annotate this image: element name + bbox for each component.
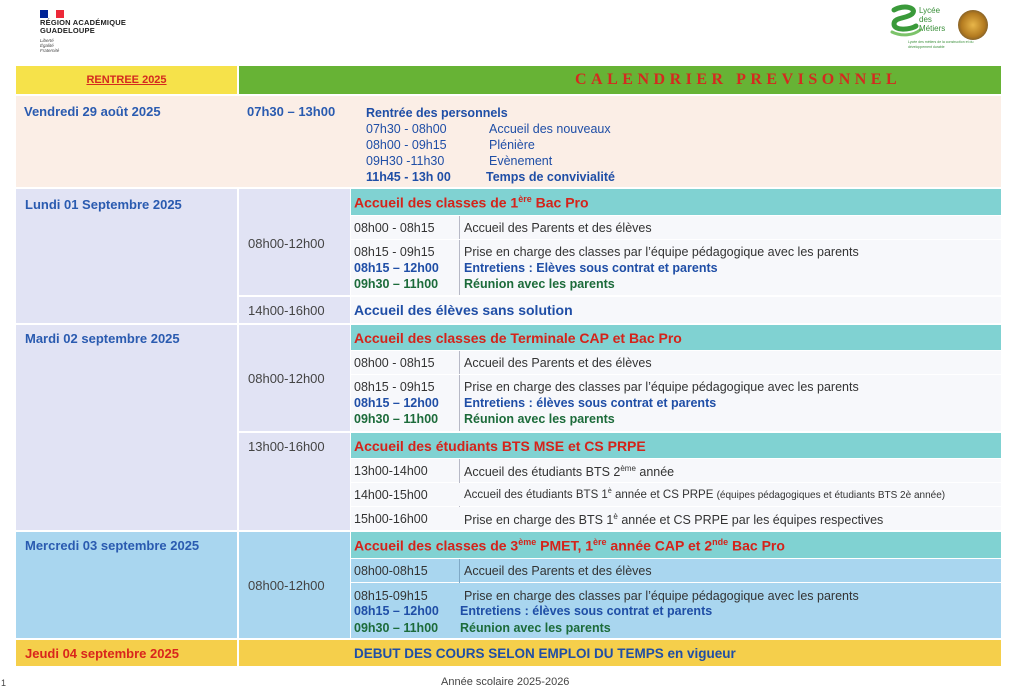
slot-time: 08h00-08h15: [354, 564, 428, 578]
slot-time: 08h00 - 08h15: [354, 356, 435, 370]
table-header-bar: [239, 66, 1001, 94]
row-tuesday-day-cell: [16, 325, 237, 530]
slot-time: 09h30 – 11h00: [354, 412, 439, 426]
slot-text: Entretiens : élèves sous contrat et parents: [460, 604, 713, 618]
republic-motto: Liberté Égalité Fraternité: [40, 38, 60, 53]
schedule-row: [351, 559, 1001, 582]
item-time: 07h30 - 08h00: [366, 122, 447, 136]
time-slot: 08h00-12h00: [248, 578, 325, 593]
rentree-label: RENTREE 2025: [16, 66, 237, 94]
day-label: Vendredi 29 août 2025: [24, 104, 161, 119]
time-slot: 08h00-12h00: [248, 371, 325, 386]
session-title-bar: [351, 433, 1001, 458]
slot-text: Prise en charge des classes par l’équipe pédagogique avec les parents: [464, 380, 859, 394]
slot-time: 14h00-15h00: [354, 488, 428, 502]
item-text: Plénière: [489, 138, 535, 152]
slot-time: 08h15 – 12h00: [354, 396, 439, 410]
lycee-subtitle: Lycée des métiers de la construction et du développement durable: [908, 40, 974, 49]
session-title: Accueil des étudiants BTS MSE et CS PRPE: [354, 438, 646, 454]
item-text: Accueil des nouveaux: [489, 122, 611, 136]
slot-text: Accueil des étudiants BTS 2ème année: [464, 464, 675, 480]
item-time: 11h45 - 13h 00: [366, 170, 451, 184]
session-title: DEBUT DES COURS SELON EMPLOI DU TEMPS en vigueur: [354, 646, 736, 661]
slot-time: 08h15 – 12h00: [354, 261, 439, 275]
slot-time: 09h30 – 11h00: [354, 621, 439, 635]
page-number: 1: [1, 678, 7, 688]
time-slot: 08h00-12h00: [248, 236, 325, 251]
time-slot: 14h00-16h00: [248, 303, 325, 318]
lycee-name: Lycée des Métiers: [919, 6, 946, 33]
slot-text: Prise en charge des classes par l’équipe pédagogique avec les parents: [464, 589, 859, 603]
item-time: 09H30 -11h30: [366, 154, 445, 168]
slot-text: Accueil des Parents et des élèves: [464, 221, 652, 235]
slot-text: Réunion avec les parents: [460, 621, 611, 635]
slot-text: Prise en charge des BTS $1^è$ année et CS PRPE par les équipes respectives: [464, 512, 884, 528]
slot-time: 13h00-14h00: [354, 464, 428, 478]
row-title: Rentrée des personnels: [366, 106, 508, 120]
slot-text: Entretiens : élèves sous contrat et parents: [464, 396, 717, 410]
day-label: Jeudi 04 septembre 2025: [25, 646, 179, 661]
session-title: Accueil des classes de 1ère Bac Pro: [354, 194, 589, 211]
slot-time: 08h15 - 09h15: [354, 245, 435, 259]
session-title: Accueil des classes de Terminale CAP et Bac Pro: [354, 330, 682, 346]
session-title: Accueil des classes de 3ème PMET, 1ère année CAP et 2nde Bac Pro: [354, 537, 785, 554]
slot-text: Réunion avec les parents: [464, 277, 615, 291]
slot-time: 08h15 - 09h15: [354, 380, 435, 394]
slot-text: Prise en charge des classes par l’équipe pédagogique avec les parents: [464, 245, 859, 259]
schedule-row: [351, 459, 1001, 482]
region-logo-text: RÉGION ACADÉMIQUE GUADELOUPE: [40, 18, 127, 35]
calendar-title: CALENDRIER PREVISONNEL: [575, 71, 902, 88]
slot-time: 09h30 – 11h00: [354, 277, 439, 291]
session-title-bar: [351, 532, 1001, 558]
marianne-flag-icon: [40, 10, 64, 18]
item-text: Evènement: [489, 154, 553, 168]
schedule-row: [351, 216, 1001, 239]
slot-text: Accueil des Parents et des élèves: [464, 564, 652, 578]
session-title-bar: [351, 189, 1001, 215]
slot-text: Accueil des Parents et des élèves: [464, 356, 652, 370]
slot-text: Réunion avec les parents: [464, 412, 615, 426]
item-time: 08h00 - 09h15: [366, 138, 447, 152]
slot-text: Entretiens : Elèves sous contrat et parents: [464, 261, 718, 275]
slot-time: 08h00 - 08h15: [354, 221, 435, 235]
slot-text: Accueil des étudiants BTS $1^è$ année et CS PRPE (équipes pédagogiques et étudiants BTS 2è année): [464, 488, 946, 501]
schedule-row: [351, 351, 1001, 374]
time-slot: 07h30 – 13h00: [247, 104, 336, 119]
day-label: Mercredi 03 septembre 2025: [25, 538, 200, 553]
day-label: Mardi 02 septembre 2025: [25, 331, 180, 346]
school-emblem-icon: [958, 10, 988, 40]
session-title-bar: [351, 325, 1001, 350]
slot-time: 15h00-16h00: [354, 512, 428, 526]
day-label: Lundi 01 Septembre 2025: [25, 197, 182, 212]
slot-time: 08h15 – 12h00: [354, 604, 439, 618]
session-title: Accueil des élèves sans solution: [354, 302, 573, 318]
slot-time: 08h15-09h15: [354, 589, 428, 603]
school-year-footer: Année scolaire 2025-2026: [441, 676, 570, 688]
time-slot: 13h00-16h00: [248, 439, 325, 454]
item-text: Temps de convivialité: [486, 170, 615, 184]
